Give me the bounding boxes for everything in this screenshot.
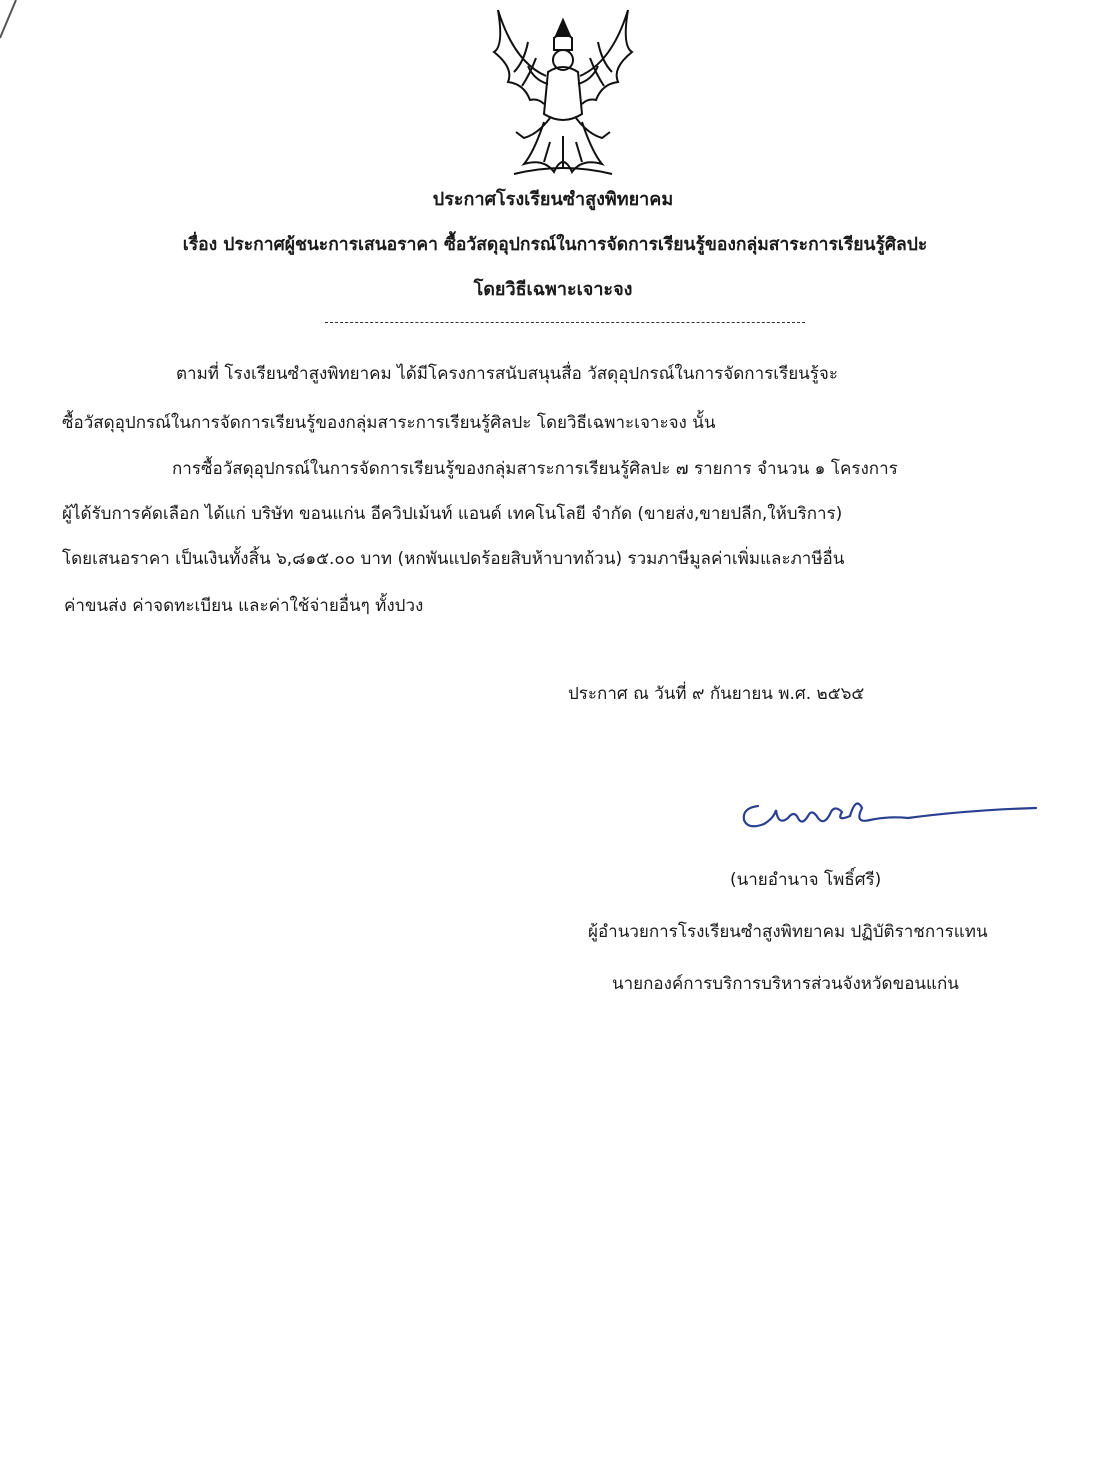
body-line-6: ค่าขนส่ง ค่าจดทะเบียน และค่าใช้จ่ายอื่นๆ ทั้งปวง	[64, 596, 424, 616]
document-title: ประกาศโรงเรียนซำสูงพิทยาคม	[432, 189, 674, 210]
procurement-method: โดยวิธีเฉพาะเจาะจง	[473, 279, 633, 300]
signer-position-1: ผู้อำนวยการโรงเรียนซำสูงพิทยาคม ปฏิบัติราชการแทน	[588, 922, 988, 942]
body-line-2: ซื้อวัสดุอุปกรณ์ในการจัดการเรียนรู้ของกลุ่มสาระการเรียนรู้ศิลปะ โดยวิธีเฉพาะเจาะจง นั้น	[62, 413, 716, 433]
body-line-4: ผู้ได้รับการคัดเลือก ได้แก่ บริษัท ขอนแก่น อีควิปเม้นท์ แอนด์ เทคโนโลยี จำกัด (ขายส่ง,ขายปลีก,ให้บริการ)	[62, 504, 843, 524]
garuda-emblem-icon	[484, 2, 642, 180]
announcement-date: ประกาศ ณ วันที่ ๙ กันยายน พ.ศ. ๒๕๖๕	[568, 684, 865, 704]
body-line-1: ตามที่ โรงเรียนซำสูงพิทยาคม ได้มีโครงการสนับสนุนสื่อ วัสดุอุปกรณ์ในการจัดการเรียนรู้จะ	[176, 364, 839, 384]
body-line-3: การซื้อวัสดุอุปกรณ์ในการจัดการเรียนรู้ของกลุ่มสาระการเรียนรู้ศิลปะ ๗ รายการ จำนวน ๑ โครงการ	[172, 459, 898, 479]
signer-name: (นายอำนาจ โพธิ์ศรี)	[730, 870, 882, 890]
scan-corner-mark	[0, 0, 20, 40]
document-subject: เรื่อง ประกาศผู้ชนะการเสนอราคา ซื้อวัสดุอุปกรณ์ในการจัดการเรียนรู้ของกลุ่มสาระการเรียนรู้ศิลปะ	[182, 235, 928, 255]
divider	[325, 322, 805, 323]
body-line-5: โดยเสนอราคา เป็นเงินทั้งสิ้น ๖,๘๑๕.๐๐ บาท (หกพันแปดร้อยสิบห้าบาทถ้วน) รวมภาษีมูลค่าเพิ่มและภาษีอื่น	[62, 549, 845, 569]
signer-position-2: นายกองค์การบริการบริหารส่วนจังหวัดขอนแก่น	[612, 974, 959, 994]
handwritten-signature	[738, 788, 1038, 838]
